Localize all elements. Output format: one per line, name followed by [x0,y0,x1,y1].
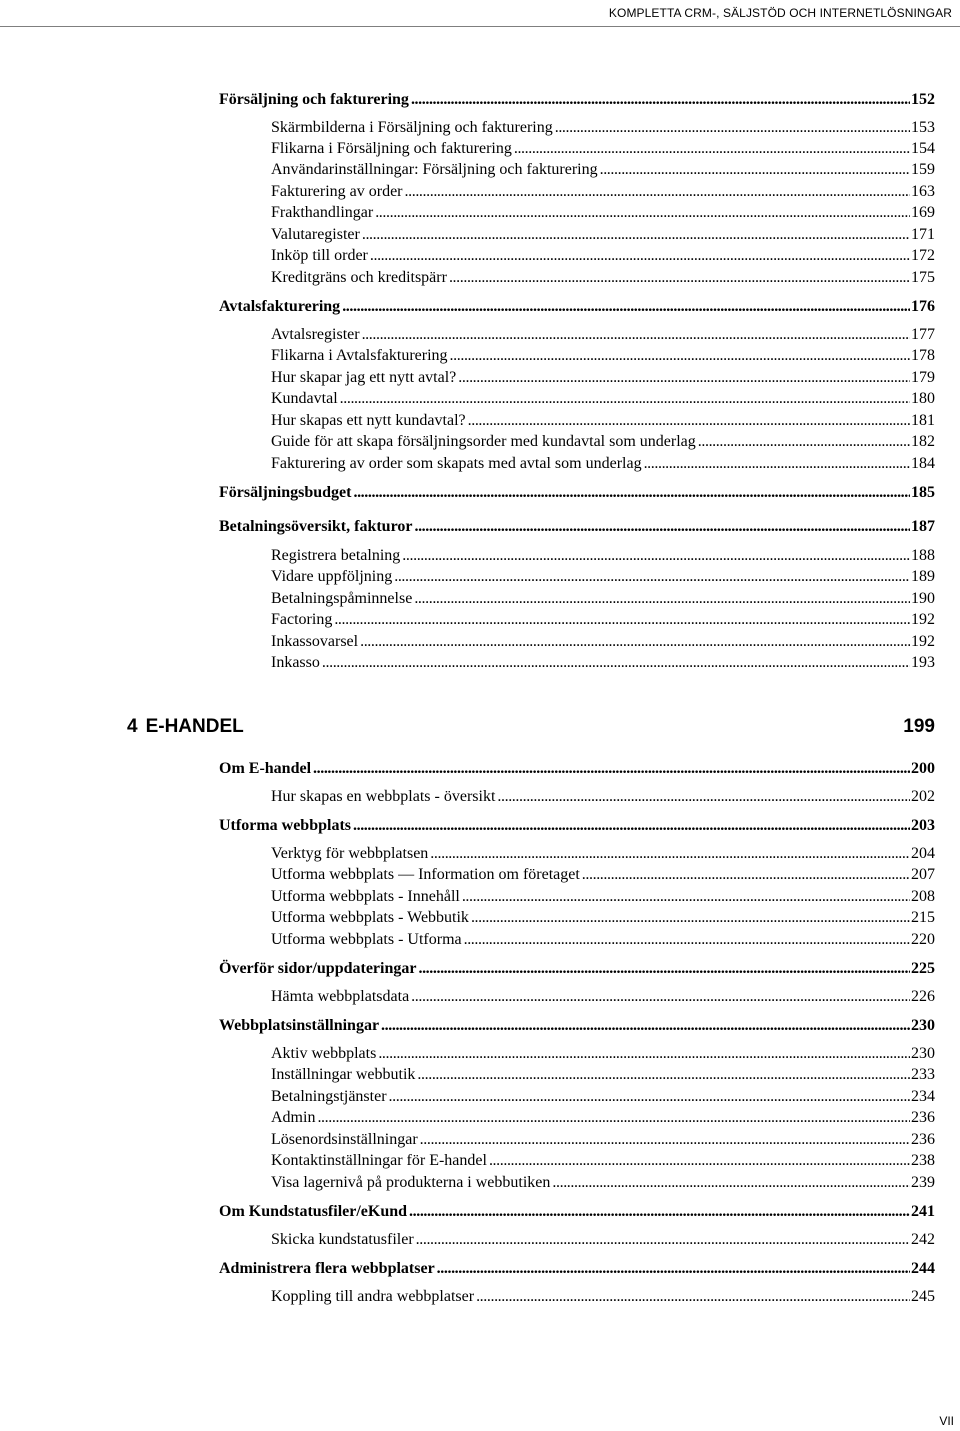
toc-entry-page: 207 [911,866,935,883]
dot-leader [375,205,910,221]
toc-entry-page: 233 [911,1066,935,1083]
toc-entry-title: Försäljningsbudget [219,484,352,501]
toc-entry-page: 189 [911,568,935,585]
toc-entry-page: 184 [911,455,935,472]
toc-entry[interactable] [271,1132,935,1148]
toc-entry[interactable] [219,1261,935,1277]
chapter-title: E-HANDEL [145,716,244,737]
toc-entry-page: 208 [911,888,935,905]
dot-leader [417,1067,910,1083]
toc-entry-title: Betalningsöversikt, fakturor [219,518,413,535]
dot-leader [497,789,910,805]
dot-leader [450,348,910,364]
dot-leader [414,519,910,535]
toc-entry-title: Admin [271,1109,316,1126]
dot-leader [552,1175,910,1191]
toc-entry-title: Verktyg för webbplatsen [271,845,429,862]
toc-entry-title: Om E-handel [219,760,312,777]
toc-entry[interactable] [271,634,935,650]
toc-entry[interactable] [271,1046,935,1062]
toc-entry[interactable] [271,1175,935,1191]
dot-leader [414,591,910,607]
toc-entry-title: Administrera flera webbplatser [219,1260,435,1277]
dot-leader [698,434,910,450]
toc-entry-title: Hur skapas en webbplats - översikt [271,788,496,805]
toc-entry[interactable] [219,818,935,834]
toc-entry-page: 230 [911,1017,935,1034]
toc-entry[interactable] [271,910,935,926]
toc-entry-page: 226 [911,988,935,1005]
toc-entry-page: 154 [911,140,935,157]
toc-entry[interactable] [271,227,935,243]
dot-leader [462,889,910,905]
toc-entry-title: Om Kundstatusfiler/eKund [219,1203,408,1220]
toc-entry[interactable] [271,184,935,200]
toc-entry-page: 200 [911,760,935,777]
toc-entry-page: 179 [911,369,935,386]
toc-entry-title: Webbplatsinställningar [219,1017,380,1034]
toc-entry-title: Utforma webbplats - Innehåll [271,888,460,905]
toc-entry-page: 215 [911,909,935,926]
toc-entry-page: 181 [911,412,935,429]
toc-entry[interactable] [271,205,935,221]
toc-entry-title: Betalningstjänster [271,1088,387,1105]
toc-entry-page: 225 [911,960,935,977]
toc-entry-page: 153 [911,119,935,136]
toc-entry-page: 202 [911,788,935,805]
toc-entry[interactable] [219,299,935,315]
toc-entry[interactable] [219,92,935,108]
dot-leader [464,932,910,948]
toc-entry[interactable] [271,989,935,1005]
dot-leader [334,612,910,628]
toc-entry[interactable] [271,413,935,429]
toc-entry[interactable] [271,348,935,364]
toc-entry-page: 187 [911,518,935,535]
toc-entry[interactable] [271,120,935,136]
toc-entry-title: Aktiv webbplats [271,1045,377,1062]
toc-entry-title: Vidare uppföljning [271,568,393,585]
toc-entry[interactable] [219,1204,935,1220]
toc-entry[interactable] [271,548,935,564]
toc-entry[interactable] [271,867,935,883]
dot-leader [405,184,910,200]
toc-entry-title: Avtalsregister [271,326,360,343]
toc-entry[interactable] [271,248,935,264]
toc-entry-title: Kontaktinställningar för E-handel [271,1152,487,1169]
toc-entry-title: Registrera betalning [271,547,401,564]
dot-leader [381,1018,910,1034]
toc-entry-page: 180 [911,390,935,407]
toc-entry-title: Utforma webbplats [219,817,351,834]
toc-entry-title: Hämta webbplatsdata [271,988,410,1005]
dot-leader [514,141,910,157]
dot-leader [378,1046,910,1062]
toc-entry-page: 159 [911,161,935,178]
toc-entry-title: Hur skapas ett nytt kundavtal? [271,412,466,429]
toc-entry[interactable] [271,434,935,450]
toc-entry[interactable] [271,391,935,407]
dot-leader [600,162,910,178]
dot-leader [313,761,910,777]
toc-entry-title: Betalningspåminnelse [271,590,413,607]
toc-entry[interactable] [271,456,935,472]
toc-entry-page: 176 [911,298,935,315]
toc-entry-page: 177 [911,326,935,343]
dot-leader [458,370,910,386]
dot-leader [555,120,910,136]
toc-entry-page: 192 [911,611,935,628]
chapter-label [127,716,244,738]
toc-entry-page: 245 [911,1288,935,1305]
toc-entry[interactable] [271,1110,935,1126]
toc-entry-title: Avtalsfakturering [219,298,341,315]
toc-entry-page: 188 [911,547,935,564]
toc-entry-page: 163 [911,183,935,200]
toc-entry-title: Factoring [271,611,333,628]
dot-leader [476,1289,910,1305]
toc-entry-title: Flikarna i Avtalsfakturering [271,347,448,364]
toc-entry-title: Inkasso [271,654,320,671]
toc-entry-title: Flikarna i Försäljning och fakturering [271,140,512,157]
toc-entry[interactable] [271,932,935,948]
toc-entry[interactable] [271,569,935,585]
toc-entry-title: Visa lagernivå på produkterna i webbutiken [271,1174,551,1191]
dot-leader [411,989,910,1005]
toc-entry-title: Kundavtal [271,390,338,407]
page-number: VII [939,1414,954,1428]
toc-entry-page: 190 [911,590,935,607]
toc-entry[interactable] [271,1289,935,1305]
toc-entry[interactable] [271,1067,935,1083]
toc-entry[interactable] [271,141,935,157]
toc-entry-title: Koppling till andra webbplatser [271,1288,475,1305]
toc-entry-title: Guide för att skapa försäljningsorder med kundavtal som underlag [271,433,696,450]
toc-entry-page: 242 [911,1231,935,1248]
toc-entry[interactable] [271,591,935,607]
toc-entry[interactable] [271,612,935,628]
dot-leader [449,270,910,286]
running-header: KOMPLETTA CRM-, SÄLJSTÖD OCH INTERNETLÖSNINGAR [608,6,952,20]
toc-entry-title: Utforma webbplats - Webbutik [271,909,469,926]
dot-leader [471,910,910,926]
toc-entry-page: 169 [911,204,935,221]
dot-leader [353,818,910,834]
toc-entry-title: Inkassovarsel [271,633,359,650]
toc-entry-title: Fakturering av order som skapats med avtal som underlag [271,455,642,472]
dot-leader [362,327,910,343]
dot-leader [411,92,910,108]
toc-entry-page: 152 [911,91,935,108]
toc-entry-title: Skicka kundstatusfiler [271,1231,414,1248]
toc-entry-title: Lösenordsinställningar [271,1131,418,1148]
toc-entry-title: Inköp till order [271,247,368,264]
dot-leader [394,569,910,585]
dot-leader [416,1232,910,1248]
toc-entry-page: 175 [911,269,935,286]
dot-leader [418,961,910,977]
dot-leader [360,634,910,650]
toc-entry[interactable] [219,1018,935,1034]
toc-entry-title: Kreditgräns och kreditspärr [271,269,447,286]
toc-entry[interactable] [271,327,935,343]
toc-entry[interactable] [271,270,935,286]
toc-entry[interactable] [219,485,935,501]
dot-leader [370,248,910,264]
dot-leader [420,1132,910,1148]
toc-entry-page: 244 [911,1260,935,1277]
toc-entry-page: 236 [911,1131,935,1148]
chapter-number: 4 [127,716,138,737]
toc-entry-title: Frakthandlingar [271,204,374,221]
toc-entry-page: 182 [911,433,935,450]
toc-entry-page: 230 [911,1045,935,1062]
toc-entry-page: 178 [911,347,935,364]
toc-entry-title: Inställningar webbutik [271,1066,416,1083]
dot-leader [362,227,910,243]
toc-entry[interactable] [271,655,935,671]
toc-entry[interactable] [271,162,935,178]
dot-leader [489,1153,910,1169]
toc-entry[interactable] [219,519,935,535]
dot-leader [437,1261,910,1277]
toc-entry-title: Hur skapar jag ett nytt avtal? [271,369,457,386]
toc-entry-page: 238 [911,1152,935,1169]
dot-leader [389,1089,910,1105]
toc-entry-page: 204 [911,845,935,862]
toc-entry-page: 185 [911,484,935,501]
chapter-heading[interactable] [127,716,935,738]
toc-entry-page: 236 [911,1109,935,1126]
toc-entry-title: Fakturering av order [271,183,403,200]
toc-entry-page: 171 [911,226,935,243]
toc-entry-page: 193 [911,654,935,671]
toc-entry-page: 239 [911,1174,935,1191]
dot-leader [317,1110,910,1126]
toc-entry[interactable] [219,961,935,977]
toc-entry-title: Utforma webbplats - Utforma [271,931,462,948]
toc-entry[interactable] [219,761,935,777]
toc-entry-page: 241 [911,1203,935,1220]
dot-leader [430,846,910,862]
chapter-page: 199 [903,716,935,737]
toc-entry[interactable] [271,789,935,805]
toc-entry[interactable] [271,1232,935,1248]
toc-entry-title: Användarinställningar: Försäljning och fakturering [271,161,598,178]
toc-entry[interactable] [271,1153,935,1169]
dot-leader [322,655,910,671]
toc-entry-title: Överför sidor/uppdateringar [219,960,417,977]
dot-leader [353,485,910,501]
dot-leader [644,456,910,472]
toc-entry[interactable] [271,370,935,386]
toc-entry[interactable] [271,889,935,905]
toc-entry[interactable] [271,846,935,862]
toc-entry-title: Utforma webbplats — Information om företaget [271,866,580,883]
dot-leader [342,299,910,315]
toc-entry-page: 172 [911,247,935,264]
dot-leader [582,867,910,883]
toc-entry[interactable] [271,1089,935,1105]
toc-entry-page: 203 [911,817,935,834]
toc-entry-page: 192 [911,633,935,650]
toc-entry-title: Valutaregister [271,226,360,243]
dot-leader [468,413,910,429]
toc-entry-title: Försäljning och fakturering [219,91,409,108]
toc-entry-page: 234 [911,1088,935,1105]
toc-entry-page: 220 [911,931,935,948]
dot-leader [340,391,910,407]
toc-entry-title: Skärmbilderna i Försäljning och fakturering [271,119,553,136]
dot-leader [402,548,910,564]
dot-leader [409,1204,910,1220]
